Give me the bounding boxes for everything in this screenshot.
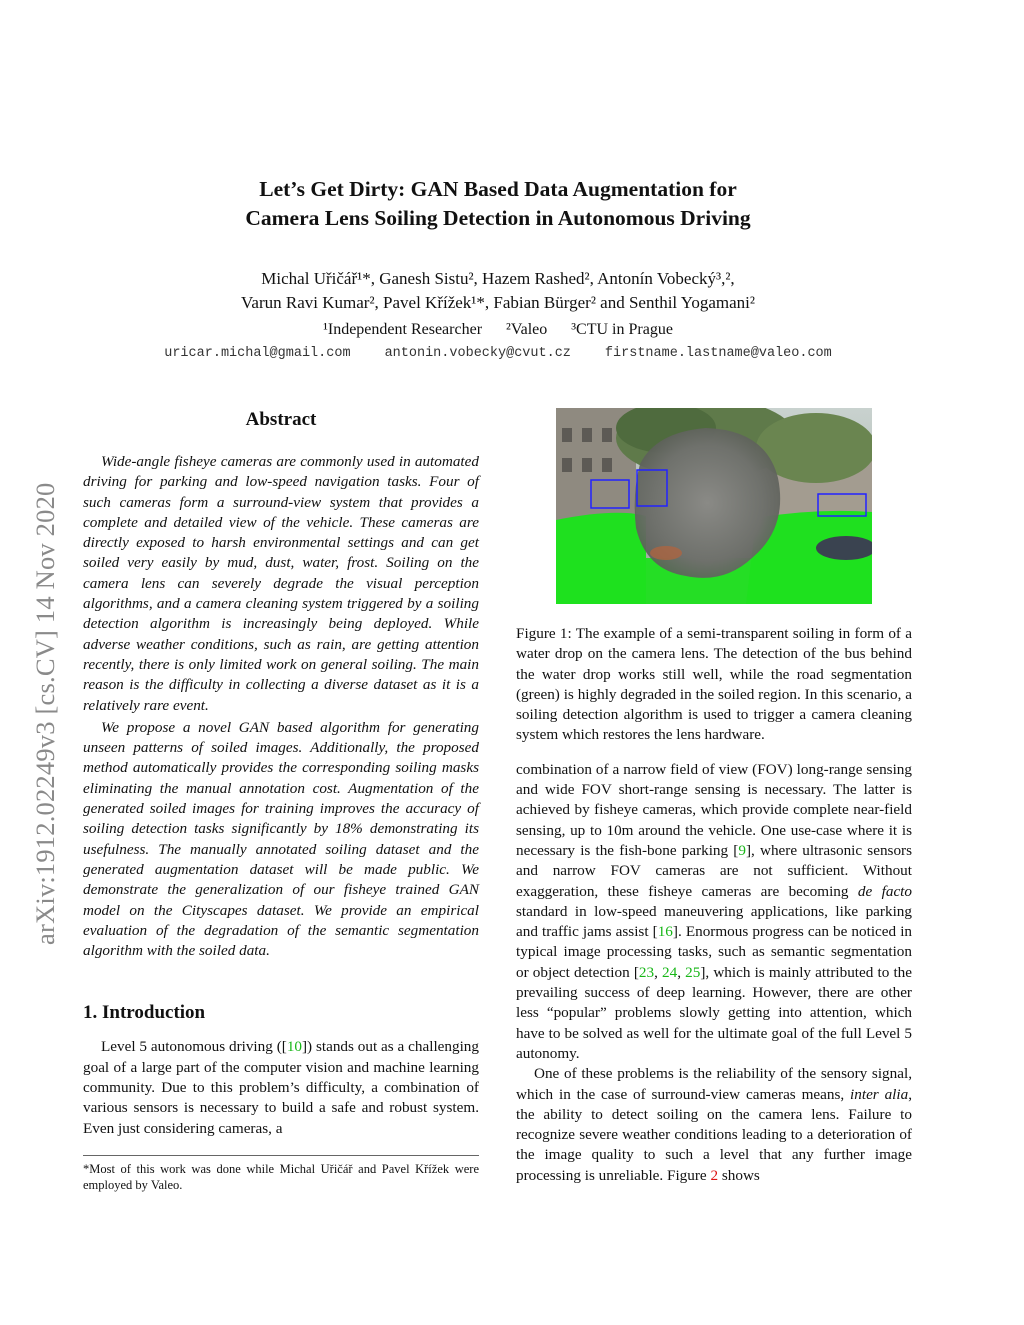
intro-text-b: ]) stands out as a challenging goal of a large part of the computer vision and machine learning community. Due to this problem’s difficulty, a combination of various sensors is necessary to build a safe and robust system. Even just considering cameras, a: [83, 1038, 479, 1137]
introduction-section: [83, 1001, 479, 1138]
citation-link-24[interactable]: 24: [662, 963, 678, 981]
introduction-heading: 1. Introduction: [83, 1002, 206, 1024]
email-2: antonin.vobecky@cvut.cz: [384, 346, 571, 361]
right-paragraph-1: [516, 760, 912, 1064]
intro-text-a: Level 5 autonomous driving ([: [101, 1038, 287, 1056]
title-line-2: Camera Lens Soiling Detection in Autonomous Driving: [245, 206, 751, 230]
text-run: standard in low-speed maneuvering applications, like parking and traffic jams assist [: [516, 902, 912, 941]
text-run: ,: [654, 963, 663, 981]
soiled-camera-photo: [556, 408, 872, 604]
figure-1-image: [556, 408, 872, 604]
abstract-section: [83, 408, 479, 961]
emphasis-text: inter alia: [850, 1085, 909, 1103]
left-column: [83, 408, 479, 1139]
author-emails: [100, 346, 896, 361]
text-run: One of these problems is the reliability of the sensory signal, which in the case of surround-view cameras means,: [516, 1065, 912, 1103]
arxiv-identifier: [30, 345, 60, 945]
authors-line-1: Michal Uřičář¹*, Ganesh Sistu², Hazem Rashed², Antonín Vobecký³,²,: [261, 269, 735, 288]
text-run: combination of a narrow field of view (FOV) long-range sensing and wide FOV short-range sensing is necessary. The latter is achieved by fisheye cameras, which provide complete near-field sensing, up to 10m around the vehicle. One use-case where it is necessary is the fish-bone parking [: [516, 760, 912, 859]
right-body-text: [516, 760, 912, 1186]
affiliations: [100, 320, 896, 340]
author-list: [100, 267, 896, 315]
title-line-1: Let’s Get Dirty: GAN Based Data Augmentation for: [259, 177, 737, 201]
footnote: *Most of this work was done while Michal Uřičář and Pavel Křížek were employed by Valeo.: [83, 1155, 479, 1193]
abstract-heading: Abstract: [245, 409, 317, 430]
email-1: uricar.michal@gmail.com: [164, 346, 351, 361]
email-3: firstname.lastname@valeo.com: [604, 346, 832, 361]
abstract-paragraph-2: We propose a novel GAN based algorithm for generating unseen patterns of soiled images. Additionally, the proposed method automatically provides the corresponding soiling masks eliminating the manual annotation cost. Augmentation of the generated soiled images for training improves the accuracy of soiling detection tasks significantly by 18% demonstrating its usefulness. The manually annotated soiling dataset and the generated augmentation dataset will be made public. We demonstrate the generalization of our fisheye trained GAN model on the Cityscapes dataset. We provide an empirical evaluation of the degradation of the semantic segmentation algorithm with the soiled data.: [83, 718, 479, 960]
citation-link-23[interactable]: 23: [638, 963, 655, 981]
emphasis-text: de facto: [857, 882, 912, 900]
paper-title: [100, 175, 896, 233]
affiliation-2: ²Valeo: [506, 321, 548, 338]
affiliation-1: ¹Independent Researcher: [323, 321, 483, 338]
affiliation-3: ³CTU in Prague: [571, 321, 673, 338]
intro-paragraph-1: [83, 1037, 479, 1138]
text-run: shows: [718, 1166, 760, 1184]
figure-ref-link-2[interactable]: 2: [710, 1166, 719, 1184]
figure-1-caption: Figure 1: The example of a semi-transparent soiling in form of a water drop on the camera lens. The detection of the bus behind the water drop works still well, while the road segmentation (green) is highly degraded in the soiled region. In this scenario, a soiling detection algorithm is used to trigger a camera cleaning system which restores the lens hardware.: [516, 625, 912, 744]
text-run: ]. Enormous progress can be noticed in typical image processing tasks, such as semantic segmentation or object detection [: [516, 923, 913, 981]
citation-link-25[interactable]: 25: [685, 963, 701, 981]
text-run: , the ability to detect soiling on the camera lens. Failure to recognize severe weather conditions leading to a deterioration of the image quality to such a level that any further image processing is unreliable. Figure: [516, 1085, 912, 1184]
text-run: ,: [677, 963, 686, 981]
citation-link-10[interactable]: 10: [286, 1038, 302, 1056]
citation-link-16[interactable]: 16: [657, 923, 673, 941]
right-column: [516, 408, 912, 1186]
text-run: ], which is mainly attributed to the prevailing success of deep learning. However, there are other less “popular” problems slowly getting into attention, which have to be solved as well for the ultimate goal of the full Level 5 autonomy.: [516, 963, 912, 1062]
authors-line-2: Varun Ravi Kumar², Pavel Křížek¹*, Fabian Bürger² and Senthil Yogamani²: [241, 293, 755, 312]
arxiv-id-text: arXiv:1912.02249v3 [cs.CV] 14 Nov 2020: [30, 482, 60, 945]
text-run: ], where ultrasonic sensors and narrow FOV cameras are not sufficient. Without exaggeration, these fisheye cameras are becoming: [516, 841, 913, 900]
abstract-paragraph-1: Wide-angle fisheye cameras are commonly used in automated driving for parking and low-speed navigation tasks. Four of such cameras form a surround-view system that provides a complete and detailed view of the vehicle. These cameras are directly exposed to harsh environmental settings and can get soiled very easily by mud, dust, water, frost. Soiling on the camera lens can severely degrade the visual perception algorithms, and a camera cleaning system triggered by a soiling detection algorithm is increasingly being deployed. While adverse weather conditions, such as rain, are getting attention recently, there is only limited work on general soiling. The main reason is the difficulty in collecting a diverse dataset as it is a relatively rare event.: [83, 453, 479, 714]
right-paragraph-2: [516, 1064, 912, 1186]
citation-link-9[interactable]: 9: [738, 841, 746, 859]
